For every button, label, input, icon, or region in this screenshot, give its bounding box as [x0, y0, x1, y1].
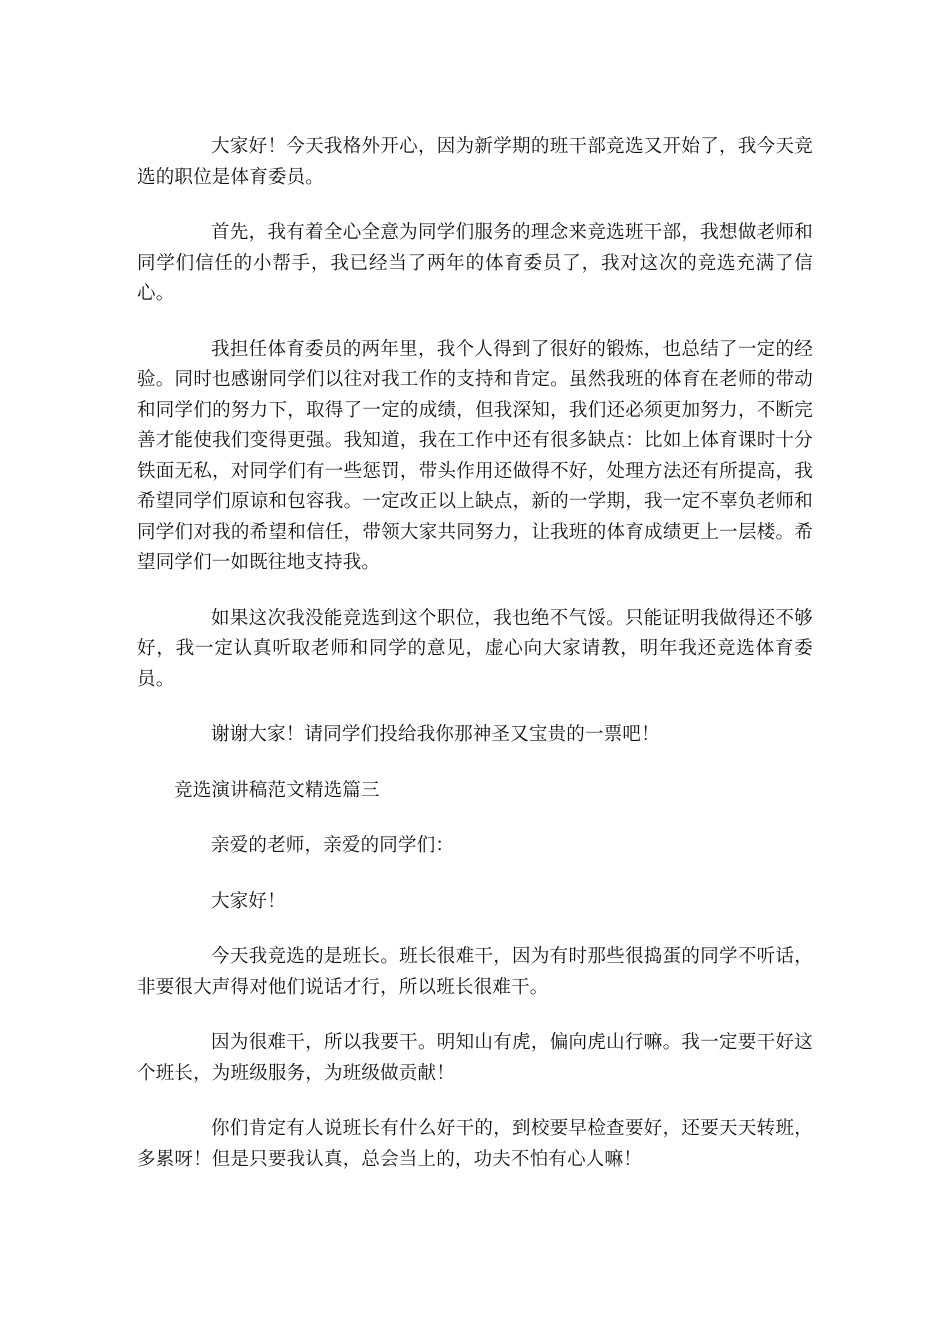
- paragraph-experience: 我担任体育委员的两年里，我个人得到了很好的锻炼，也总结了一定的经验。同时也感谢同学们以往对我工作的支持和肯定。虽然我班的体育在老师的带动和同学们的努力下，取得了一定的成绩，但我深知，我们还必须更加努力，不断完善才能使我们变得更强。我知道，我在工作中还有很多缺点：比如上体育课时十分铁面无私，对同学们有一些惩罚，带头作用还做得不好，处理方法还有所提高，我希望同学们原谅和包容我。一定改正以上缺点，新的一学期，我一定不辜负老师和同学们对我的希望和信任，带领大家共同努力，让我班的体育成绩更上一层楼。希望同学们一如既往地支持我。: [137, 338, 813, 573]
- document-body: [137, 132, 813, 1200]
- paragraph-salutation: 亲爱的老师，亲爱的同学们：: [211, 835, 455, 856]
- section-heading: 竞选演讲稿范文精选篇三: [174, 779, 380, 801]
- paragraph-hello: 大家好！: [211, 890, 286, 912]
- paragraph-monitor: 今天我竞选的是班长。班长很难干，因为有时那些很捣蛋的同学不听话，非要很大声得对他们说话才行，所以班长很难干。: [137, 946, 813, 998]
- paragraph-thanks: 谢谢大家！请同学们投给我你那神圣又宝贵的一票吧！: [211, 724, 660, 745]
- paragraph-greeting: 大家好！今天我格外开心，因为新学期的班干部竞选又开始了，我今天竞选的职位是体育委员。: [137, 136, 813, 188]
- paragraph-effort: 你们肯定有人说班长有什么好干的，到校要早检查要好，还要天天转班，多累呀！但是只要我认真，总会当上的，功夫不怕有心人嘛！: [137, 1118, 813, 1170]
- paragraph-if-fail: 如果这次我没能竞选到这个职位，我也绝不气馁。只能证明我做得还不够好，我一定认真听取老师和同学的意见，虚心向大家请教，明年我还竞选体育委员。: [137, 607, 813, 690]
- paragraph-first: 首先，我有着全心全意为同学们服务的理念来竞选班干部，我想做老师和同学们信任的小帮手，我已经当了两年的体育委员了，我对这次的竞选充满了信心。: [137, 222, 813, 304]
- paragraph-determination: 因为很难干，所以我要干。明知山有虎，偏向虎山行嘛。我一定要干好这个班长，为班级服务，为班级做贡献！: [137, 1032, 813, 1084]
